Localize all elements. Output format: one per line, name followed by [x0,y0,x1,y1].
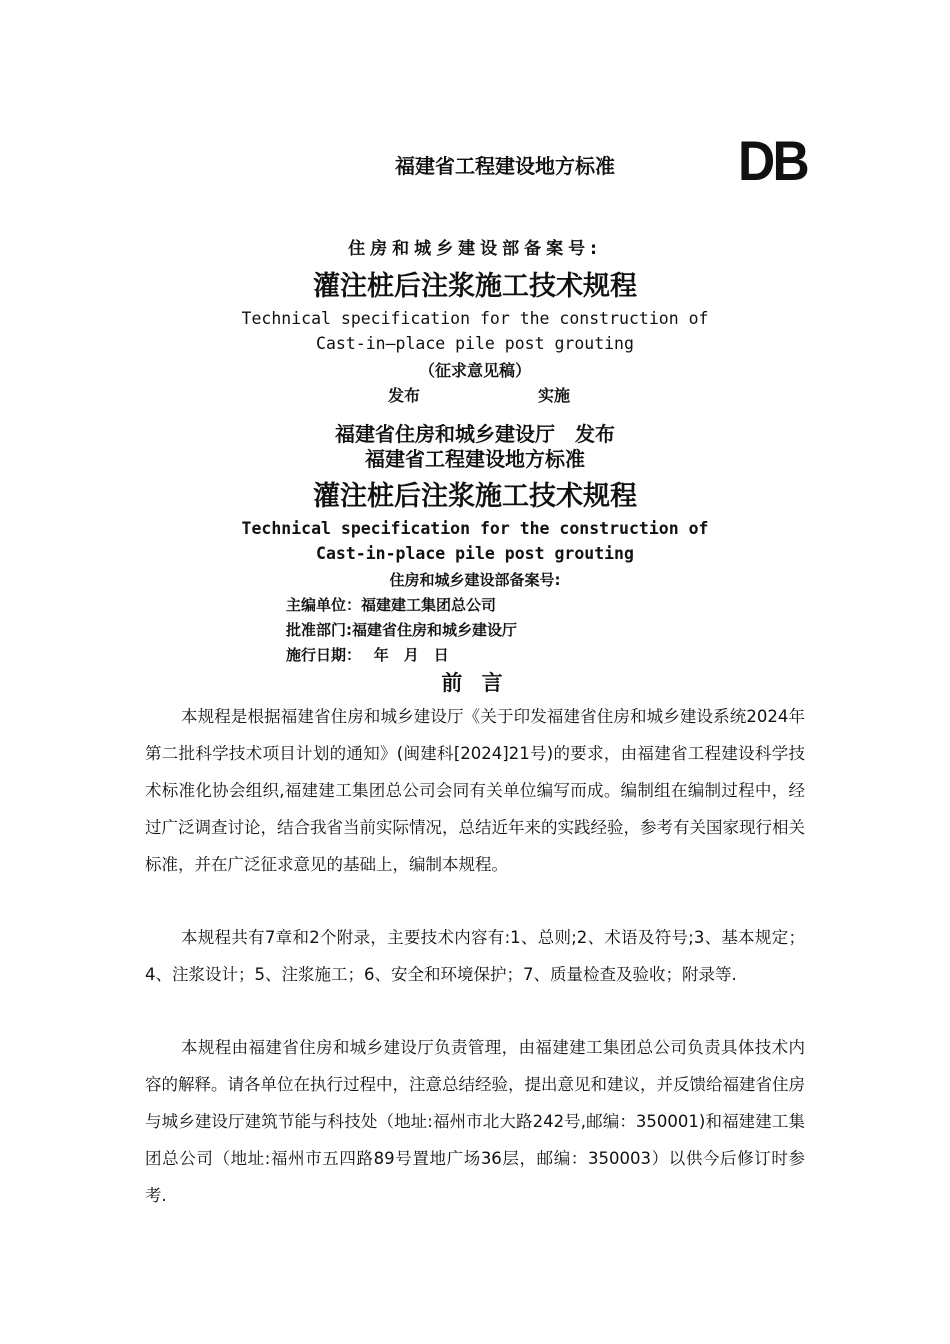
issuer-line: 福建省住房和城乡建设厅 发布 [335,422,615,446]
english-title-2-line-1: Technical specification for the construction of [241,519,709,538]
preface-paragraph: 本规程是根据福建省住房和城乡建设厅《关于印发福建省住房和城乡建设系统2024年第二批科学技术项目计划的通知》(闽建科[2024]21号)的要求，由福建省工程建设科学技术标准化协会组织,福建建工集团总公司会同有关单位编写而成。编制组在编制过程中，经过广泛调查讨论，结合我省当前实际情况，总结近年来的实践经验，参考有关国家现行相关标准，并在广泛征求意见的基础上，编制本规程。 [145,707,805,874]
standard-category-title: 福建省工程建设地方标准 [395,154,615,178]
preface-paragraph: 本规程由福建省住房和城乡建设厅负责管理，由福建建工集团总公司负责具体技术内容的解释。请各单位在执行过程中，注意总结经验，提出意见和建议，并反馈给福建省住房与城乡建设厅建筑节能与科技处（地址:福州市北大路242号,邮编：350001)和福建建工集团总公司（地址:福州市五四路89号置地广场36层，邮编：350003）以供今后修订时参考. [145,1038,805,1205]
implement-label: 实施 [538,386,571,405]
english-title-2-line-2: Cast-in-place pile post grouting [316,544,634,563]
chief-editing-unit: 主编单位：福建建工集团总公司 [286,596,497,614]
english-title-line-2: Cast-in—place pile post grouting [316,334,634,353]
main-title-2: 灌注桩后注浆施工技术规程 [313,481,637,512]
preface-paragraph: 本规程共有7章和2个附录，主要技术内容有:1、总则;2、术语及符号;3、基本规定；4、注浆设计；5、注浆施工；6、安全和环境保护；7、质量检查及验收；附录等. [145,928,805,984]
db-logo: DB [738,129,807,192]
english-title-line-1: Technical specification for the construction of [241,309,709,328]
preface-title: 前 言 [441,671,509,695]
standard-category-title-2: 福建省工程建设地方标准 [365,447,585,471]
main-title: 灌注桩后注浆施工技术规程 [313,271,637,302]
draft-note: （征求意见稿） [418,361,531,380]
publish-label: 发布 [388,386,421,405]
record-number-label: 住房和城乡建设部备案号: [348,239,602,259]
effective-date: 施行日期： 年 月 日 [286,646,449,664]
approving-department: 批准部门:福建省住房和城乡建设厅 [286,621,518,639]
record-number-label-2: 住房和城乡建设部备案号: [389,571,561,589]
